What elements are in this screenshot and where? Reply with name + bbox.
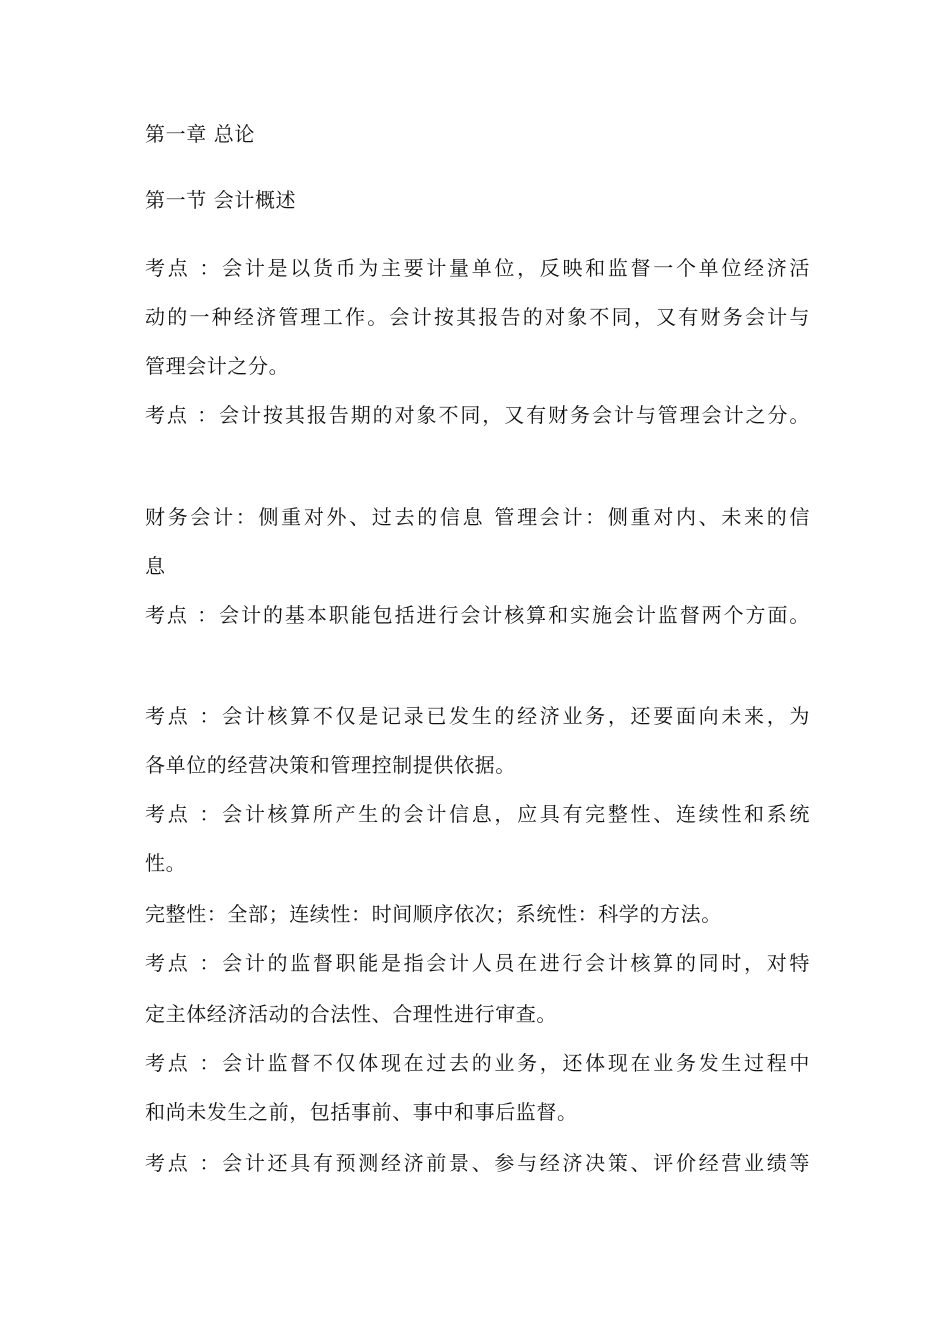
text-line: 动的一种经济管理工作。会计按其报告的对象不同，又有财务会计与 [145, 305, 810, 329]
text-line: 息 [145, 554, 166, 578]
text-line: 考点 ：会计核算不仅是记录已发生的经济业务，还要面向未来，为 [145, 704, 810, 728]
text-line: 考点 ：会计还具有预测经济前景、参与经济决策、评价经营业绩等 [145, 1151, 810, 1175]
text-line: 性。 [145, 851, 187, 875]
text-line: 财务会计：侧重对外、过去的信息 管理会计：侧重对内、未来的信 [145, 505, 810, 529]
text-line: 考点 ：会计是以货币为主要计量单位，反映和监督一个单位经济活 [145, 256, 810, 280]
text-line: 管理会计之分。 [145, 354, 290, 378]
section-title: 第一节 会计概述 [145, 188, 297, 212]
text-line: 考点 ：会计监督不仅体现在过去的业务，还体现在业务发生过程中 [145, 1051, 810, 1075]
text-line: 定主体经济活动的合法性、合理性进行审查。 [145, 1002, 557, 1026]
text-line: 考点 ：会计核算所产生的会计信息，应具有完整性、连续性和系统 [145, 802, 810, 826]
text-line: 考点 ：会计的基本职能包括进行会计核算和实施会计监督两个方面。 [145, 603, 810, 627]
chapter-title: 第一章 总论 [145, 122, 255, 146]
text-line: 考点 ：会计按其报告期的对象不同，又有财务会计与管理会计之分。 [145, 403, 810, 427]
text-line: 完整性：全部；连续性：时间顺序依次；系统性：科学的方法。 [145, 902, 722, 926]
text-line: 和尚未发生之前，包括事前、事中和事后监督。 [145, 1100, 578, 1124]
text-line: 考点 ：会计的监督职能是指会计人员在进行会计核算的同时，对特 [145, 951, 810, 975]
text-line: 各单位的经营决策和管理控制提供依据。 [145, 753, 516, 777]
